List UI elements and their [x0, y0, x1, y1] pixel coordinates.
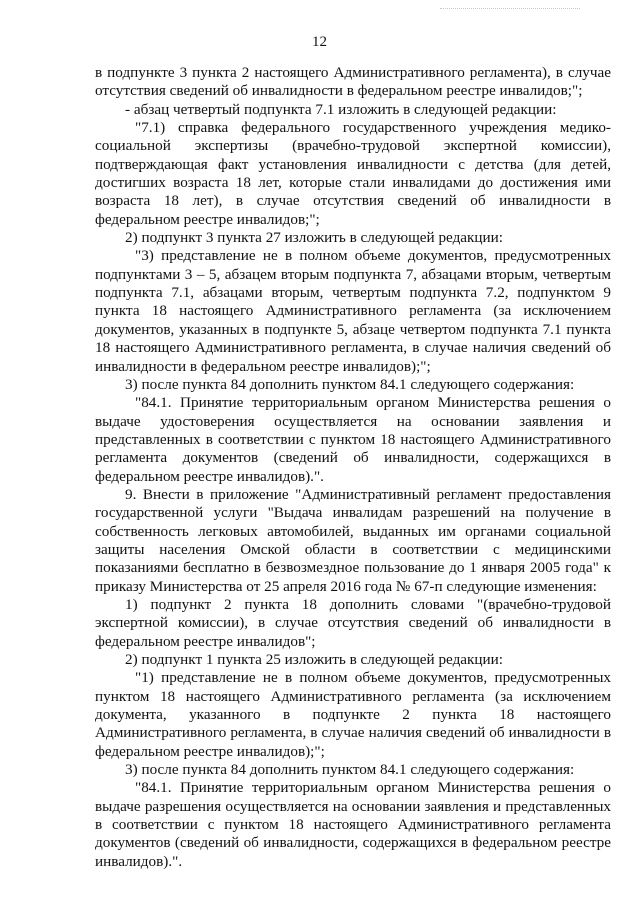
paragraph-continuation: в подпункте 3 пункта 2 настоящего Административного регламента), в случае отсутствия сведений об инвалидности в федеральном реестре инвалидов;"; [95, 64, 611, 100]
paragraph-quote: "84.1. Принятие территориальным органом Министерства решения о выдаче удостоверения осуществляется на основании заявления и представленных в соответствии с пунктом 18 настоящего Административного регламента документов (сведений об инвалидности, содержащихся в федеральном реестре инвалидов).". [95, 394, 611, 485]
paragraph-instruction: 2) подпункт 1 пункта 25 изложить в следующей редакции: [125, 651, 504, 668]
paragraph-quote: "3) представление не в полном объеме документов, предусмотренных подпунктами 3 – 5, абзацем вторым подпункта 7, абзацами вторым, четвертым подпункта 7.1, абзацами вторым, четвертым подпункта 7.2, подпунктом 9 пункта 18 настоящего Административного регламента (за исключением документов, указанных в подпункте 5, абзаце четвертом подпункта 7.1 пункта 18 настоящего Административного регламента, в случае наличия сведений об инвалидности в федеральном реестре инвалидов);"; [95, 247, 611, 375]
page-number: 12 [312, 34, 327, 50]
paragraph-instruction: 1) подпункт 2 пункта 18 дополнить словами "(врачебно-трудовой экспертной комиссии), в случае отсутствия сведений об инвалидности в федеральном реестре инвалидов"; [95, 595, 611, 650]
paragraph-instruction: 3) после пункта 84 дополнить пунктом 84.1 следующего содержания: [125, 761, 575, 779]
paragraph-instruction: 2) подпункт 3 пункта 27 изложить в следующей редакции: [125, 229, 504, 247]
scan-artifact [440, 8, 580, 11]
paragraph-quote: "1) представление не в полном объеме документов, предусмотренных пунктом 18 настоящего Административного регламента (за исключением документа, указанного в подпункте 2 пункта 18 настоящего Административного регламента, в случае наличия сведений об инвалидности в федеральном реестре инвалидов);"; [95, 669, 611, 760]
paragraph-quote: "7.1) справка федерального государственного учреждения медико-социальной экспертизы (врачебно-трудовой экспертной комиссии), подтверждающая факт установления инвалидности с детства (для детей, достигших возраста 18 лет, которые стали инвалидами до достижения ими возраста 18 лет), в случае отсутствия сведений об инвалидности в федеральном реестре инвалидов;"; [95, 119, 611, 228]
paragraph-instruction: 3) после пункта 84 дополнить пунктом 84.1 следующего содержания: [125, 375, 575, 393]
document-body [95, 64, 611, 871]
paragraph-instruction: - абзац четвертый подпункта 7.1 изложить в следующей редакции: [125, 100, 557, 118]
paragraph-quote: "84.1. Принятие территориальным органом Министерства решения о выдаче разрешения осуществляется на основании заявления и представленных в соответствии с пунктом 18 настоящего Административного регламента документов (сведений об инвалидности, содержащихся в федеральном реестре инвалидов).". [95, 779, 611, 870]
paragraph-item-9: 9. Внести в приложение "Административный регламент предоставления государственной услуги "Выдача инвалидам разрешений на получение в собственность легковых автомобилей, выданных им органами социальной защиты населения Омской области в соответствии с медицинскими показаниями бесплатно в безвозмездное пользование до 1 января 2005 года" к приказу Министерства от 25 апреля 2016 года № 67-п следующие изменения: [95, 485, 611, 595]
